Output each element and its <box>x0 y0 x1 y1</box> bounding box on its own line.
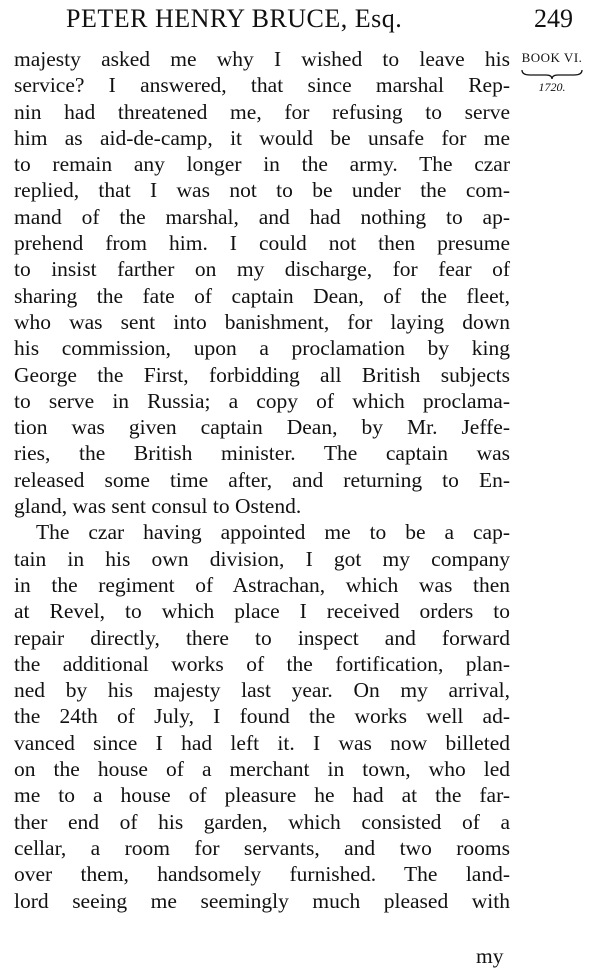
running-head <box>0 4 594 36</box>
catchword: my <box>476 944 504 968</box>
margin-note-book: BOOK VI. <box>521 50 583 65</box>
text-line: his commission, upon a proclamation by king <box>14 336 510 361</box>
running-head-title: PETER HENRY BRUCE, Esq. <box>66 4 403 33</box>
text-line: the 24th of July, I found the works well ad- <box>14 704 510 729</box>
margin-note-year: 1720. <box>538 80 566 94</box>
text-line: ned by his majesty last year. On my arrival, <box>14 678 510 703</box>
text-line: at Revel, to which place I received orders to <box>14 599 510 624</box>
text-line: repair directly, there to inspect and forward <box>14 625 510 650</box>
text-line: over them, handsomely furnished. The land- <box>14 862 510 887</box>
text-line: him as aid-de-camp, it would be unsafe for me <box>14 125 510 150</box>
text-line: The czar having appointed me to be a cap- <box>36 520 510 545</box>
text-line: mand of the marshal, and had nothing to ap- <box>14 204 510 229</box>
text-line: sharing the fate of captain Dean, of the fleet, <box>14 283 510 308</box>
text-line: to remain any longer in the army. The czar <box>14 152 510 177</box>
page-number: 249 <box>534 4 573 33</box>
text-line: cellar, a room for servants, and two rooms <box>14 835 510 860</box>
text-line: released some time after, and returning to En- <box>14 467 510 492</box>
text-line: ries, the British minister. The captain was <box>14 441 510 466</box>
text-line: to serve in Russia; a copy of which proclama- <box>14 388 510 413</box>
text-line: in the regiment of Astrachan, which was then <box>14 572 510 597</box>
margin-note <box>512 50 592 95</box>
text-line: prehend from him. I could not then presume <box>14 231 510 256</box>
text-line: gland, was sent consul to Ostend. <box>14 494 302 519</box>
text-line: tion was given captain Dean, by Mr. Jeffe- <box>14 415 510 440</box>
text-line: who was sent into banishment, for laying down <box>14 309 510 334</box>
text-line: tain in his own division, I got my company <box>14 546 510 571</box>
text-line: to insist farther on my discharge, for fear of <box>14 257 510 282</box>
text-line: nin had threatened me, for refusing to serve <box>14 99 510 124</box>
body-text <box>14 46 510 914</box>
text-line: service? I answered, that since marshal Rep- <box>14 73 510 98</box>
brace-icon <box>520 68 584 80</box>
text-line: majesty asked me why I wished to leave his <box>14 47 510 71</box>
text-line: the additional works of the fortification, plan- <box>14 651 510 676</box>
text-line: on the house of a merchant in town, who led <box>14 757 510 782</box>
text-line: George the First, forbidding all British subjects <box>14 362 510 387</box>
text-line: me to a house of pleasure he had at the far- <box>14 783 510 808</box>
text-line: replied, that I was not to be under the com- <box>14 178 510 203</box>
text-line: vanced since I had left it. I was now billeted <box>14 730 510 755</box>
text-line: lord seeing me seemingly much pleased with <box>14 888 510 913</box>
text-line: ther end of his garden, which consisted of a <box>14 809 510 834</box>
